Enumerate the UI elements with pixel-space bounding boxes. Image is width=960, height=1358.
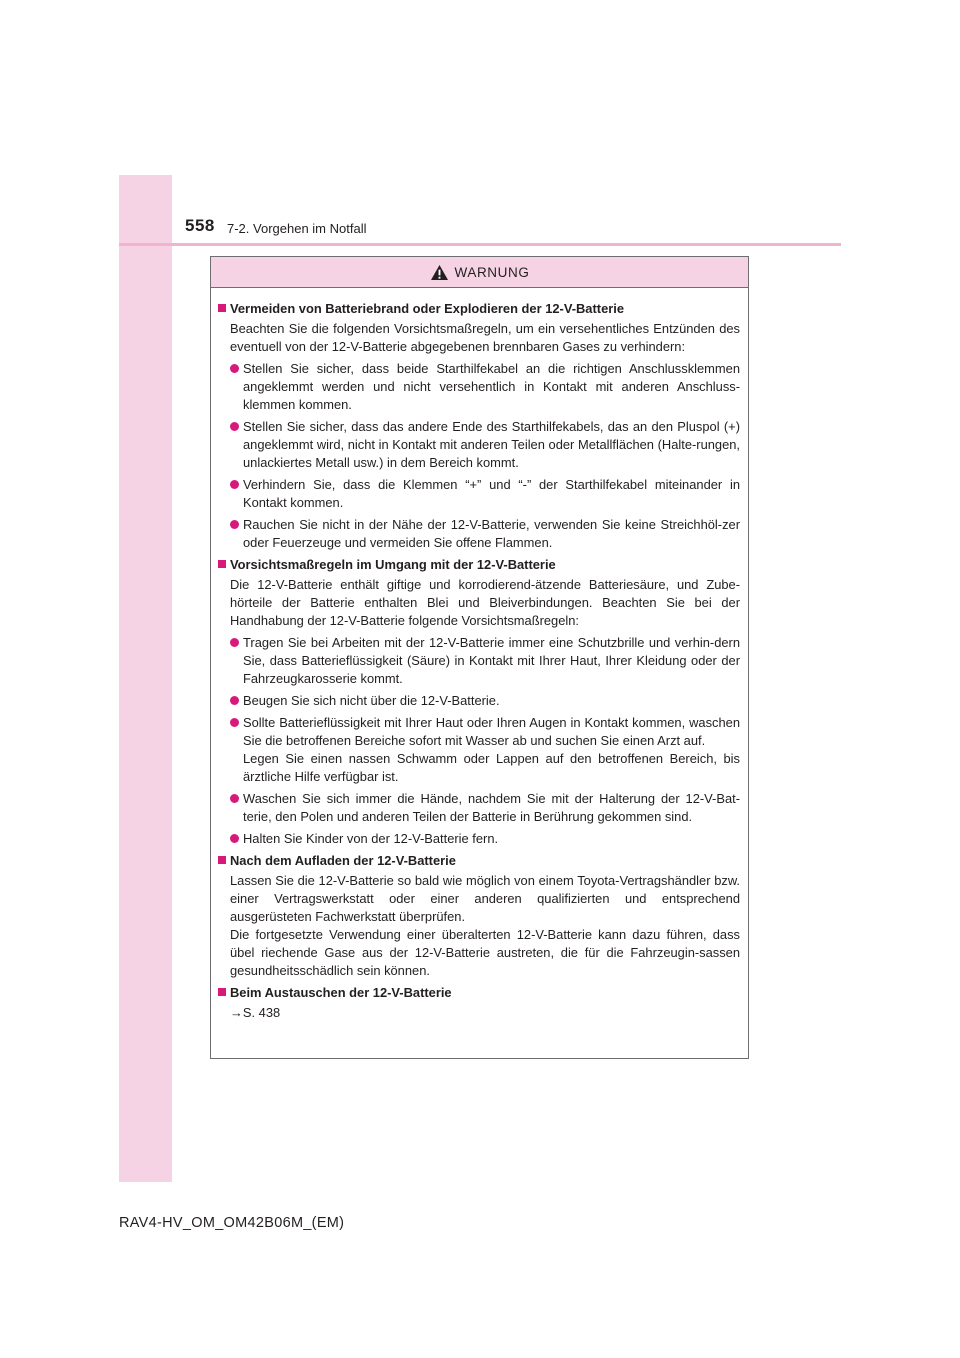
paragraph: Die 12-V-Batterie enthält giftige und korrodierend-ätzende Batteriesäure, und Zube-hörteile der Batterie enthalten Blei und Bleiverbindungen. Beachten Sie bei der Handhabung der 12-V-Batterie folgende Vorsichtsmaßregeln:	[230, 577, 740, 628]
warning-body	[211, 288, 748, 1022]
bullet-item: Beugen Sie sich nicht über die 12-V-Batterie.	[218, 692, 740, 710]
bullet-item: Verhindern Sie, dass die Klemmen “+” und “-” der Starthilfekabel miteinander in Kontakt kommen.	[218, 476, 740, 512]
paragraph: Lassen Sie die 12-V-Batterie so bald wie möglich von einem Toyota-Vertragshändler bzw. einer Vertragswerkstatt oder einer anderen qualifizierten und entsprechend ausgerüsteten Fachwerkstatt überprüfen. Die fortgesetzte Verwendung einer überalterten 12-V-Batterie kann dazu führen, dass übel riechende Gase aus der 12-V-Batterie austreten, die für die Fahrzeugin-sassen gesundheitsschädlich sein können.	[230, 873, 740, 978]
round-bullet-icon	[230, 794, 239, 803]
warning-header	[211, 257, 748, 288]
page-tab-sidebar	[119, 175, 172, 1182]
section-heading: Beim Austauschen der 12-V-Batterie	[218, 984, 740, 1002]
warning-triangle-icon	[430, 264, 449, 281]
square-bullet-icon	[218, 560, 226, 568]
bullet-item: Rauchen Sie nicht in der Nähe der 12-V-Batterie, verwenden Sie keine Streichhöl-zer oder Feuerzeuge und vermeiden Sie offene Flammen.	[218, 516, 740, 552]
section-heading: Vermeiden von Batteriebrand oder Explodieren der 12-V-Batterie	[218, 300, 740, 318]
warning-box	[210, 256, 749, 1059]
round-bullet-icon	[230, 696, 239, 705]
document-code: RAV4-HV_OM_OM42B06M_(EM)	[119, 1215, 345, 1231]
bullet-item: Stellen Sie sicher, dass beide Starthilfekabel an die richtigen Anschlussklemmen angeklemmt werden und nicht versehentlich in Kontakt mit anderen Anschluss-klemmen kommen.	[218, 360, 740, 414]
bullet-item: Stellen Sie sicher, dass das andere Ende des Starthilfekabels, das an den Pluspol (+) angeklemmt wird, nicht in Kontakt mit anderen Teilen oder Metallflächen (Halte-rungen, unlackiertes Metall usw.) in dem Bereich kommt.	[218, 418, 740, 472]
round-bullet-icon	[230, 422, 239, 431]
warning-title: WARNUNG	[454, 264, 530, 280]
bullet-item: Sollte Batterieflüssigkeit mit Ihrer Haut oder Ihren Augen in Kontakt kommen, waschen Sie die betroffenen Bereiche sofort mit Wasser ab und suchen Sie einen Arzt auf. Legen Sie einen nassen Schwamm oder Lappen auf den betroffenen Bereich, bis ärztliche Hilfe verfügbar ist.	[218, 714, 740, 786]
page-reference: →S. 438	[230, 1005, 281, 1020]
paragraph: Beachten Sie die folgenden Vorsichtsmaßregeln, um ein versehentliches Entzünden des eventuell von der 12-V-Batterie abgegebenen brennbaren Gases zu verhindern:	[230, 321, 740, 354]
round-bullet-icon	[230, 718, 239, 727]
section-heading: Nach dem Aufladen der 12-V-Batterie	[218, 852, 740, 870]
round-bullet-icon	[230, 364, 239, 373]
square-bullet-icon	[218, 988, 226, 996]
section-title: 7-2. Vorgehen im Notfall	[227, 221, 367, 236]
round-bullet-icon	[230, 520, 239, 529]
bullet-item: Waschen Sie sich immer die Hände, nachdem Sie mit der Halterung der 12-V-Bat-terie, den Polen und anderen Teilen der Batterie in Berührung gekommen sind.	[218, 790, 740, 826]
bullet-item: Halten Sie Kinder von der 12-V-Batterie fern.	[218, 830, 740, 848]
square-bullet-icon	[218, 304, 226, 312]
header-divider	[119, 243, 841, 246]
round-bullet-icon	[230, 480, 239, 489]
square-bullet-icon	[218, 856, 226, 864]
page-number: 558	[185, 216, 215, 235]
round-bullet-icon	[230, 834, 239, 843]
bullet-item: Tragen Sie bei Arbeiten mit der 12-V-Batterie immer eine Schutzbrille und verhin-dern Sie, dass Batterieflüssigkeit (Säure) in Kontakt mit Ihrer Haut, Ihrer Kleidung oder der Fahrzeugkarosserie kommt.	[218, 634, 740, 688]
section-heading: Vorsichtsmaßregeln im Umgang mit der 12-V-Batterie	[218, 556, 740, 574]
round-bullet-icon	[230, 638, 239, 647]
